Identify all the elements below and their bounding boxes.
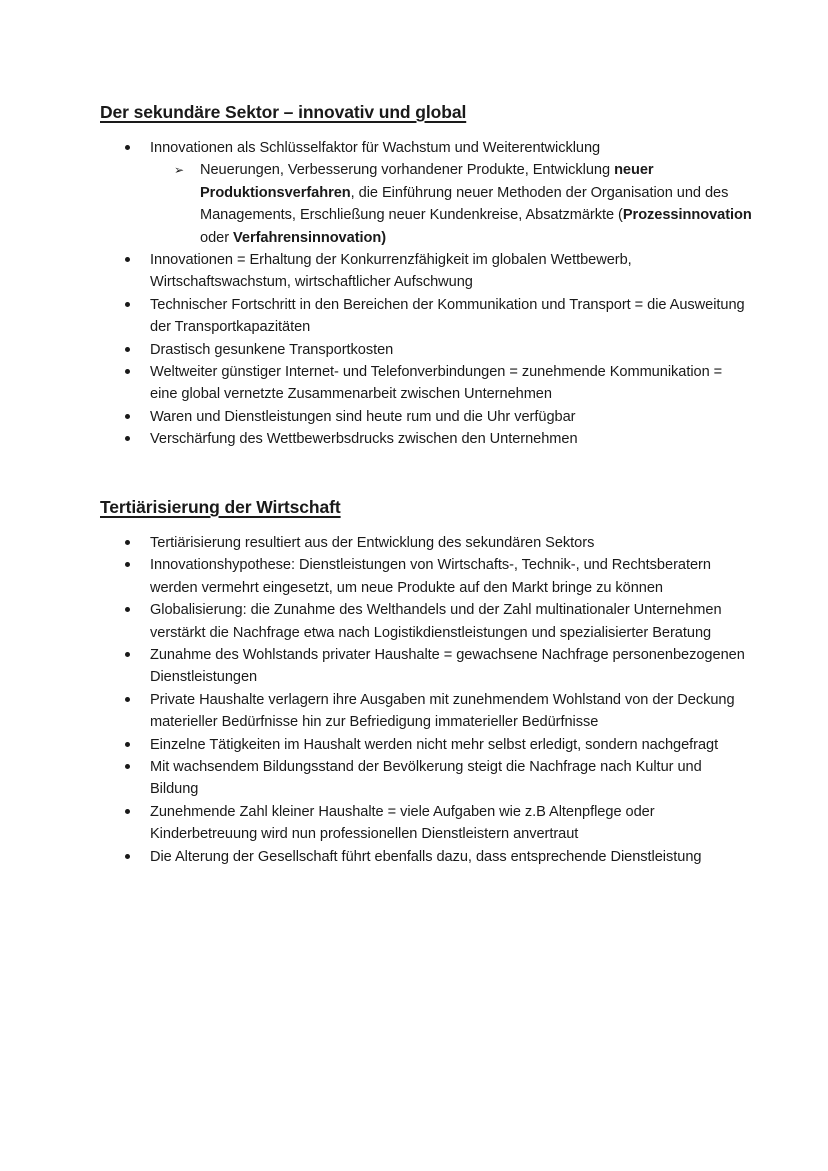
bullet-icon <box>125 145 130 150</box>
section2-list <box>150 532 750 868</box>
list-item-text: Innovationen = Erhaltung der Konkurrenzfähigkeit im globalen Wettbewerb, Wirtschaftswachstum, wirtschaftlicher Aufschwung <box>150 252 632 291</box>
list-item-text: Zunehmende Zahl kleiner Haushalte = viele Aufgaben wie z.B Altenpflege oder Kinderbetreuung wird nun professionellen Dienstleistern anvertraut <box>150 803 655 843</box>
bullet-icon <box>125 436 130 441</box>
list-item-text: Innovationshypothese: Dienstleistungen von Wirtschafts-, Technik-, und Rechtsberatern werden vermehrt eingesetzt, um neue Produkte auf den Markt bringe zu können <box>150 557 711 596</box>
list-item <box>150 734 750 756</box>
bullet-icon <box>125 257 130 262</box>
list-item <box>150 846 750 868</box>
list-item-text: Private Haushalte verlagern ihre Ausgaben mit zunehmendem Wohlstand von der Deckung materieller Bedürfnisse hin zur Befriedigung immaterieller Bedürfnisse <box>150 691 735 731</box>
list-item-text: Drastisch gesunkene Transportkosten <box>150 341 394 358</box>
bullet-icon <box>125 562 130 567</box>
list-item-text: Die Alterung der Gesellschaft führt ebenfalls dazu, dass entsprechende Dienstleistung <box>150 848 702 865</box>
list-item-text: Zunahme des Wohlstands privater Haushalte = gewachsene Nachfrage personenbezogenen Dienstleistungen <box>150 647 745 686</box>
list-item-text: Weltweiter günstiger Internet- und Telefonverbindungen = zunehmende Kommunikation = eine global vernetzte Zusammenarbeit zwischen Unternehmen <box>150 364 723 403</box>
bullet-icon <box>125 854 130 859</box>
sub-text-part: , die Einführung neuer Methoden der Organisation und des Managements, Erschließung neuer Kundenkreise, Absatzmärkte ( <box>200 184 729 224</box>
sub-bold-part: Prozessinnovation <box>622 207 752 224</box>
arrow-bullet-icon: ➢ <box>174 163 185 178</box>
list-item <box>150 406 750 428</box>
list-item <box>150 249 750 294</box>
list-item-text: Technischer Fortschritt in den Bereichen der Kommunikation und Transport = die Ausweitung der Transportkapazitäten <box>150 296 745 336</box>
list-item-text: Waren und Dienstleistungen sind heute rum und die Uhr verfügbar <box>150 408 576 425</box>
list-item-text: Verschärfung des Wettbewerbsdrucks zwischen den Unternehmen <box>150 431 578 448</box>
sub-list-item <box>174 159 760 249</box>
list-item-text: Mit wachsendem Bildungsstand der Bevölkerung steigt die Nachfrage nach Kultur und Bildung <box>150 759 702 798</box>
list-item <box>150 339 750 361</box>
list-item <box>150 294 750 339</box>
sub-bold-part: Verfahrensinnovation) <box>233 229 387 246</box>
bullet-icon <box>125 607 130 612</box>
bullet-icon <box>125 764 130 769</box>
bullet-icon <box>125 347 130 352</box>
bullet-icon <box>125 742 130 747</box>
sub-text-part: oder <box>200 229 234 246</box>
list-item <box>150 756 750 801</box>
list-item-text: Einzelne Tätigkeiten im Haushalt werden nicht mehr selbst erledigt, sondern nachgefragt <box>150 736 719 753</box>
list-item <box>150 801 750 846</box>
list-item <box>150 644 750 689</box>
list-item <box>150 532 750 554</box>
sub-bold-part: neuer Produktionsverfahren <box>200 162 654 201</box>
bullet-icon <box>125 697 130 702</box>
sub-text-part: Neuerungen, Verbesserung vorhandener Produkte, Entwicklung <box>200 162 615 179</box>
list-item <box>150 428 750 450</box>
list-item-text: Innovationen als Schlüsselfaktor für Wachstum und Weiterentwicklung <box>150 140 601 156</box>
section2-heading: Tertiärisierung der Wirtschaft <box>100 497 341 517</box>
bullet-icon <box>125 540 130 545</box>
list-item <box>150 689 750 734</box>
bullet-icon <box>125 809 130 814</box>
list-item <box>150 137 750 249</box>
bullet-icon <box>125 369 130 374</box>
bullet-icon <box>125 302 130 307</box>
bullet-icon <box>125 414 130 419</box>
list-item <box>150 361 750 406</box>
list-item <box>150 554 750 599</box>
section1-list <box>150 137 750 451</box>
list-item-text: Globalisierung: die Zunahme des Welthandels und der Zahl multinationaler Unternehmen verstärkt die Nachfrage etwa nach Logistikdienstleistungen und spezialisierter Beratung <box>150 602 722 641</box>
bullet-icon <box>125 652 130 657</box>
sub-list <box>150 159 760 249</box>
list-item-text: Tertiärisierung resultiert aus der Entwicklung des sekundären Sektors <box>150 535 595 551</box>
section1-heading: Der sekundäre Sektor – innovativ und global <box>100 102 467 122</box>
list-item <box>150 599 750 644</box>
